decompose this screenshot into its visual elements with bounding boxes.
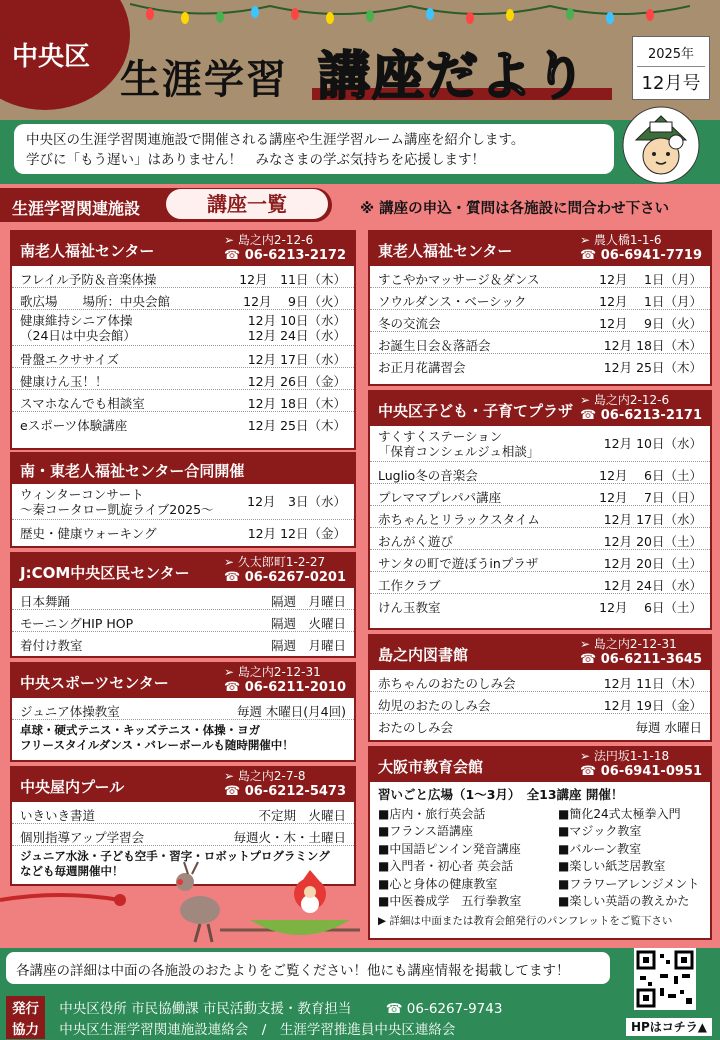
course-title: eスポーツ体験講座 [20,418,128,433]
course-title-line2: （24日は中央会館） [20,328,136,343]
facility-sports [10,662,356,762]
category-title: 講座一覧 [166,189,328,219]
facility-address [580,233,702,263]
category-label: 生涯学習関連施設 [12,199,141,218]
course-date: 12月 26日（金） [247,374,346,389]
course-row [12,346,354,368]
course-row [370,692,710,714]
course-date: 毎週 木曜日(月4回) [236,704,346,719]
course-title: 歴史・健康ウォーキング [20,526,157,541]
course-date: 12月 17日（水） [603,512,702,527]
course-title: お誕生日会＆落語会 [378,338,491,353]
cooperation-row [6,1017,455,1039]
course-date: 12月 25日（木） [247,418,346,433]
course-date: 12月 20日（土） [603,556,702,571]
course-row [12,610,354,632]
facility-name: 大阪市教育会館 [378,758,484,776]
course-title: 骨盤エクササイズ [20,352,120,367]
course-row [370,462,710,484]
course-row [12,368,354,390]
course-row [12,266,354,288]
course-date: 12月 25日（木） [603,360,702,375]
edu-course: ■マジック教室 [558,824,642,838]
course-row [370,288,710,310]
course-row [12,802,354,824]
course-date: 12月 9日（火） [243,294,346,309]
issue-year: 2025年 [647,47,695,62]
course-title: 赤ちゃんのおたのしみ会 [378,676,516,691]
course-row [12,288,354,310]
edu-course-list [370,782,710,934]
course-date [248,313,346,343]
course-date: 12月 18日（木） [603,338,702,353]
issue-month: 12月号 [637,66,705,95]
note-line-2: なども毎週開催中！ [20,864,124,878]
course-title-line2: ～秦コータロー凱旋ライブ2025～ [20,502,214,517]
facility-address [580,637,702,667]
course-date: 12月 11日（木） [239,272,346,287]
course-title: ジュニア体操教室 [20,704,120,719]
facility-header [12,454,354,484]
intro-text [14,124,614,174]
phone: ☎ 06-6211-3645 [580,652,702,667]
course-title: お正月花講習会 [378,360,466,375]
course-date: 12月 19日（金） [603,698,702,713]
intro-line-1: 中央区の生涯学習関連施設で開催される講座や生涯学習ルーム講座を紹介します。 [26,132,525,148]
course-date-line2: 12月 24日（水） [247,328,346,343]
course-title: 赤ちゃんとリラックスタイム [378,512,540,527]
course-title-line2: 「保育コンシェルジュ相談」 [378,444,540,459]
facility-edu [368,746,712,940]
qr-code-icon[interactable] [634,948,696,1010]
facility-name: 南・東老人福祉センター合同開催 [20,462,245,480]
course-row [370,354,710,376]
edu-course: ■バルーン教室 [558,841,642,856]
course-date: 12月 6日（土） [599,600,702,615]
address: ➢ 島之内2-12-6 [580,393,670,407]
course-row [12,698,354,720]
facility-name: 島之内図書館 [378,646,469,664]
edu-course: ■入門者・初心者 英会話 [378,859,514,873]
course-date: 12月 3日（水） [247,494,346,509]
course-date-line1: 12月 10日（水） [247,313,346,328]
facility-header [12,554,354,588]
course-row [370,550,710,572]
phone: ☎ 06-6941-0951 [580,764,702,779]
issuer-tag: 発行 [6,996,45,1018]
course-row [370,714,710,736]
course-row [12,588,354,610]
course-title: 着付け教室 [20,638,83,653]
facility-address [224,233,346,263]
course-date: 12月 12日（金） [247,526,346,541]
course-title: スマホなんでも相談室 [20,396,145,411]
edu-course: ■心と身体の健康教室 [378,876,498,891]
facility-header [12,664,354,698]
phone: ☎ 06-6941-7719 [580,248,702,263]
title-main: 生涯学習 [120,57,288,103]
course-row [12,412,354,434]
footer-message: 各講座の詳細は中面の各施設のおたよりをご覧ください！他にも講座情報を掲載してます！ [6,952,610,984]
issuer-row [6,996,502,1018]
facility-address [580,393,702,423]
course-row [370,528,710,550]
course-title: おたのしみ会 [378,720,454,735]
course-title: けん玉教室 [378,600,441,615]
contact-notice: ※ 講座の申込・質問は各施設に問合わせ下さい [360,201,670,217]
course-row [12,520,354,542]
facility-name: 中央屋内プール [20,778,125,796]
cooperation-tag: 協力 [6,1017,45,1039]
header [0,0,720,120]
edu-course: ■中医養成学 五行拳教室 [378,894,522,908]
facility-header [370,748,710,782]
facility-kodomo [368,390,712,630]
hp-link-label[interactable]: HPはコチラ▲ [626,1018,712,1036]
course-title-line1: ウィンターコンサート [20,487,144,502]
course-title: 工作クラブ [378,578,441,593]
address: ➢ 島之内2-12-31 [580,637,677,651]
edu-course: ■店内・旅行英会話 [378,806,486,821]
course-row [370,506,710,528]
address: ➢ 法円坂1-1-18 [580,749,670,763]
course-title: 個別指導アップ学習会 [20,830,145,845]
course-title: 健康けん玉！！ [20,374,108,389]
note-line-2: フリースタイルダンス・バレーボールも随時開催中！ [20,738,294,752]
course-date: 12月 1日（月） [599,294,702,309]
sports-note [12,720,354,756]
course-date: 毎週 水曜日 [635,720,702,735]
issuer-name: 中央区役所 市民協働課 市民活動支援・教育担当 [59,1001,352,1017]
issue-date-box [632,36,710,100]
address: ➢ 久太郎町1-2-27 [224,555,326,569]
address: ➢ 島之内2-12-31 [224,665,321,679]
facility-name: 中央区子ども・子育てプラザ [378,402,574,420]
course-title: 幼児のおたのしみ会 [378,698,491,713]
edu-grid [378,806,702,911]
edu-course: ■中国語ピンイン発音講座 [378,841,521,856]
facility-name: 南老人福祉センター [20,242,155,260]
address: ➢ 島之内2-12-6 [224,233,314,247]
note-line-1: ジュニア水泳・子ども空手・習字・ロボットプログラミング [20,849,330,863]
course-row [12,484,354,520]
edu-course: ■楽しい英語の教えかた [558,894,690,908]
phone: ☎ 06-6211-2010 [224,680,346,695]
facility-header [370,636,710,670]
facility-address [580,749,702,779]
edu-course: ■簡化24式太極拳入門 [558,806,681,821]
course-title: プレママプレパパ講座 [378,490,502,505]
course-title: いきいき書道 [20,808,96,823]
course-title: おんがく遊び [378,534,454,549]
course-title: すこやかマッサージ＆ダンス [378,272,540,287]
facility-header [370,392,710,426]
phone: ☎ 06-6213-2171 [580,408,702,423]
facility-name: 東老人福祉センター [378,242,513,260]
course-row [12,824,354,846]
course-row [12,310,354,346]
facility-name: 中央スポーツセンター [20,674,169,692]
course-row [370,484,710,506]
course-date: 12月 24日（水） [603,578,702,593]
facility-header [12,768,354,802]
phone: ☎ 06-6267-0201 [224,570,346,585]
course-date: 12月 11日（木） [603,676,702,691]
course-date: 12月 1日（月） [599,272,702,287]
course-date: 12月 20日（土） [603,534,702,549]
course-date: 隔週 月曜日 [270,638,346,653]
course-date: 12月 7日（日） [599,490,702,505]
issuer-phone: ☎ 06-6267-9743 [385,1001,503,1017]
course-row [370,594,710,616]
course-date: 毎週火・木・土曜日 [233,830,346,845]
course-row [370,670,710,692]
course-date: 12月 17日（水） [247,352,346,367]
ward-label: 中央区 [12,42,91,72]
course-date: 不定期 火曜日 [258,808,346,823]
facility-address [224,769,346,799]
phone: ☎ 06-6212-5473 [224,784,346,799]
course-title: ソウルダンス・ベーシック [378,294,527,309]
course-title: 歌広場 場所：中央会館 [20,294,171,309]
mascot-icon [622,104,700,186]
facility-header [370,232,710,266]
course-title [20,313,136,343]
course-title: モーニングHIP HOP [20,616,134,631]
course-row [12,390,354,412]
cooperation-name: 中央区生涯学習関連施設連絡会 / 生涯学習推進員中央区連絡会 [59,1022,456,1038]
course-date: 12月 9日（火） [599,316,702,331]
edu-headline: 習いごと広場（1～3月） 全13講座 開催！ [378,787,624,802]
title-sub: 講座だより [318,47,589,107]
edu-note-text: 詳細は中面または教育会館発行のパンフレットをご覧下さい [389,914,673,927]
address: ➢ 島之内2-7-8 [224,769,306,783]
facility-library [368,634,712,742]
course-title [378,429,539,459]
course-title: 日本舞踊 [20,594,71,609]
course-date: 12月 10日（水） [603,436,702,451]
facility-jcom [10,552,356,658]
address: ➢ 農人橋1-1-6 [580,233,662,247]
course-title: フレイル予防＆音楽体操 [20,272,157,287]
intro-line-2: 学びに「もう遅い」はありません！ みなさまの学ぶ気持ちを応援します！ [26,152,485,168]
course-date: 隔週 月曜日 [270,594,346,609]
course-date: 12月 6日（土） [599,468,702,483]
edu-course: ■フランス語講座 [378,824,473,838]
course-row [370,310,710,332]
course-row [12,632,354,654]
facility-joint [10,452,356,548]
phone: ☎ 06-6213-2172 [224,248,346,263]
facility-minami [10,230,356,450]
edu-course: ■楽しい紙芝居教室 [558,859,666,873]
course-row [370,426,710,462]
course-title: サンタの町で遊ぼうinプラザ [378,556,539,571]
course-row [370,332,710,354]
facility-address [224,555,346,585]
santa-sleigh-icon [0,860,380,950]
course-title [20,487,214,517]
course-date: 12月 18日（木） [247,396,346,411]
course-row [370,572,710,594]
facility-higashi [368,230,712,386]
facility-name: J:COM中央区民センター [20,564,190,582]
facility-header [12,232,354,266]
play-icon: ▶ [378,914,387,927]
course-row [370,266,710,288]
course-title: Luglio冬の音楽会 [378,468,478,483]
course-title: 冬の交流会 [378,316,441,331]
edu-course: ■フラワーアレンジメント [558,876,700,891]
course-title-line1: 健康維持シニア体操 [20,313,133,328]
edu-note [378,913,702,931]
christmas-lights-icon [130,0,690,30]
note-line-1: 卓球・硬式テニス・キッズテニス・体操・ヨガ [20,723,261,737]
course-date: 隔週 火曜日 [270,616,346,631]
facility-address [224,665,346,695]
course-title-line1: すくすくステーション [378,429,503,444]
